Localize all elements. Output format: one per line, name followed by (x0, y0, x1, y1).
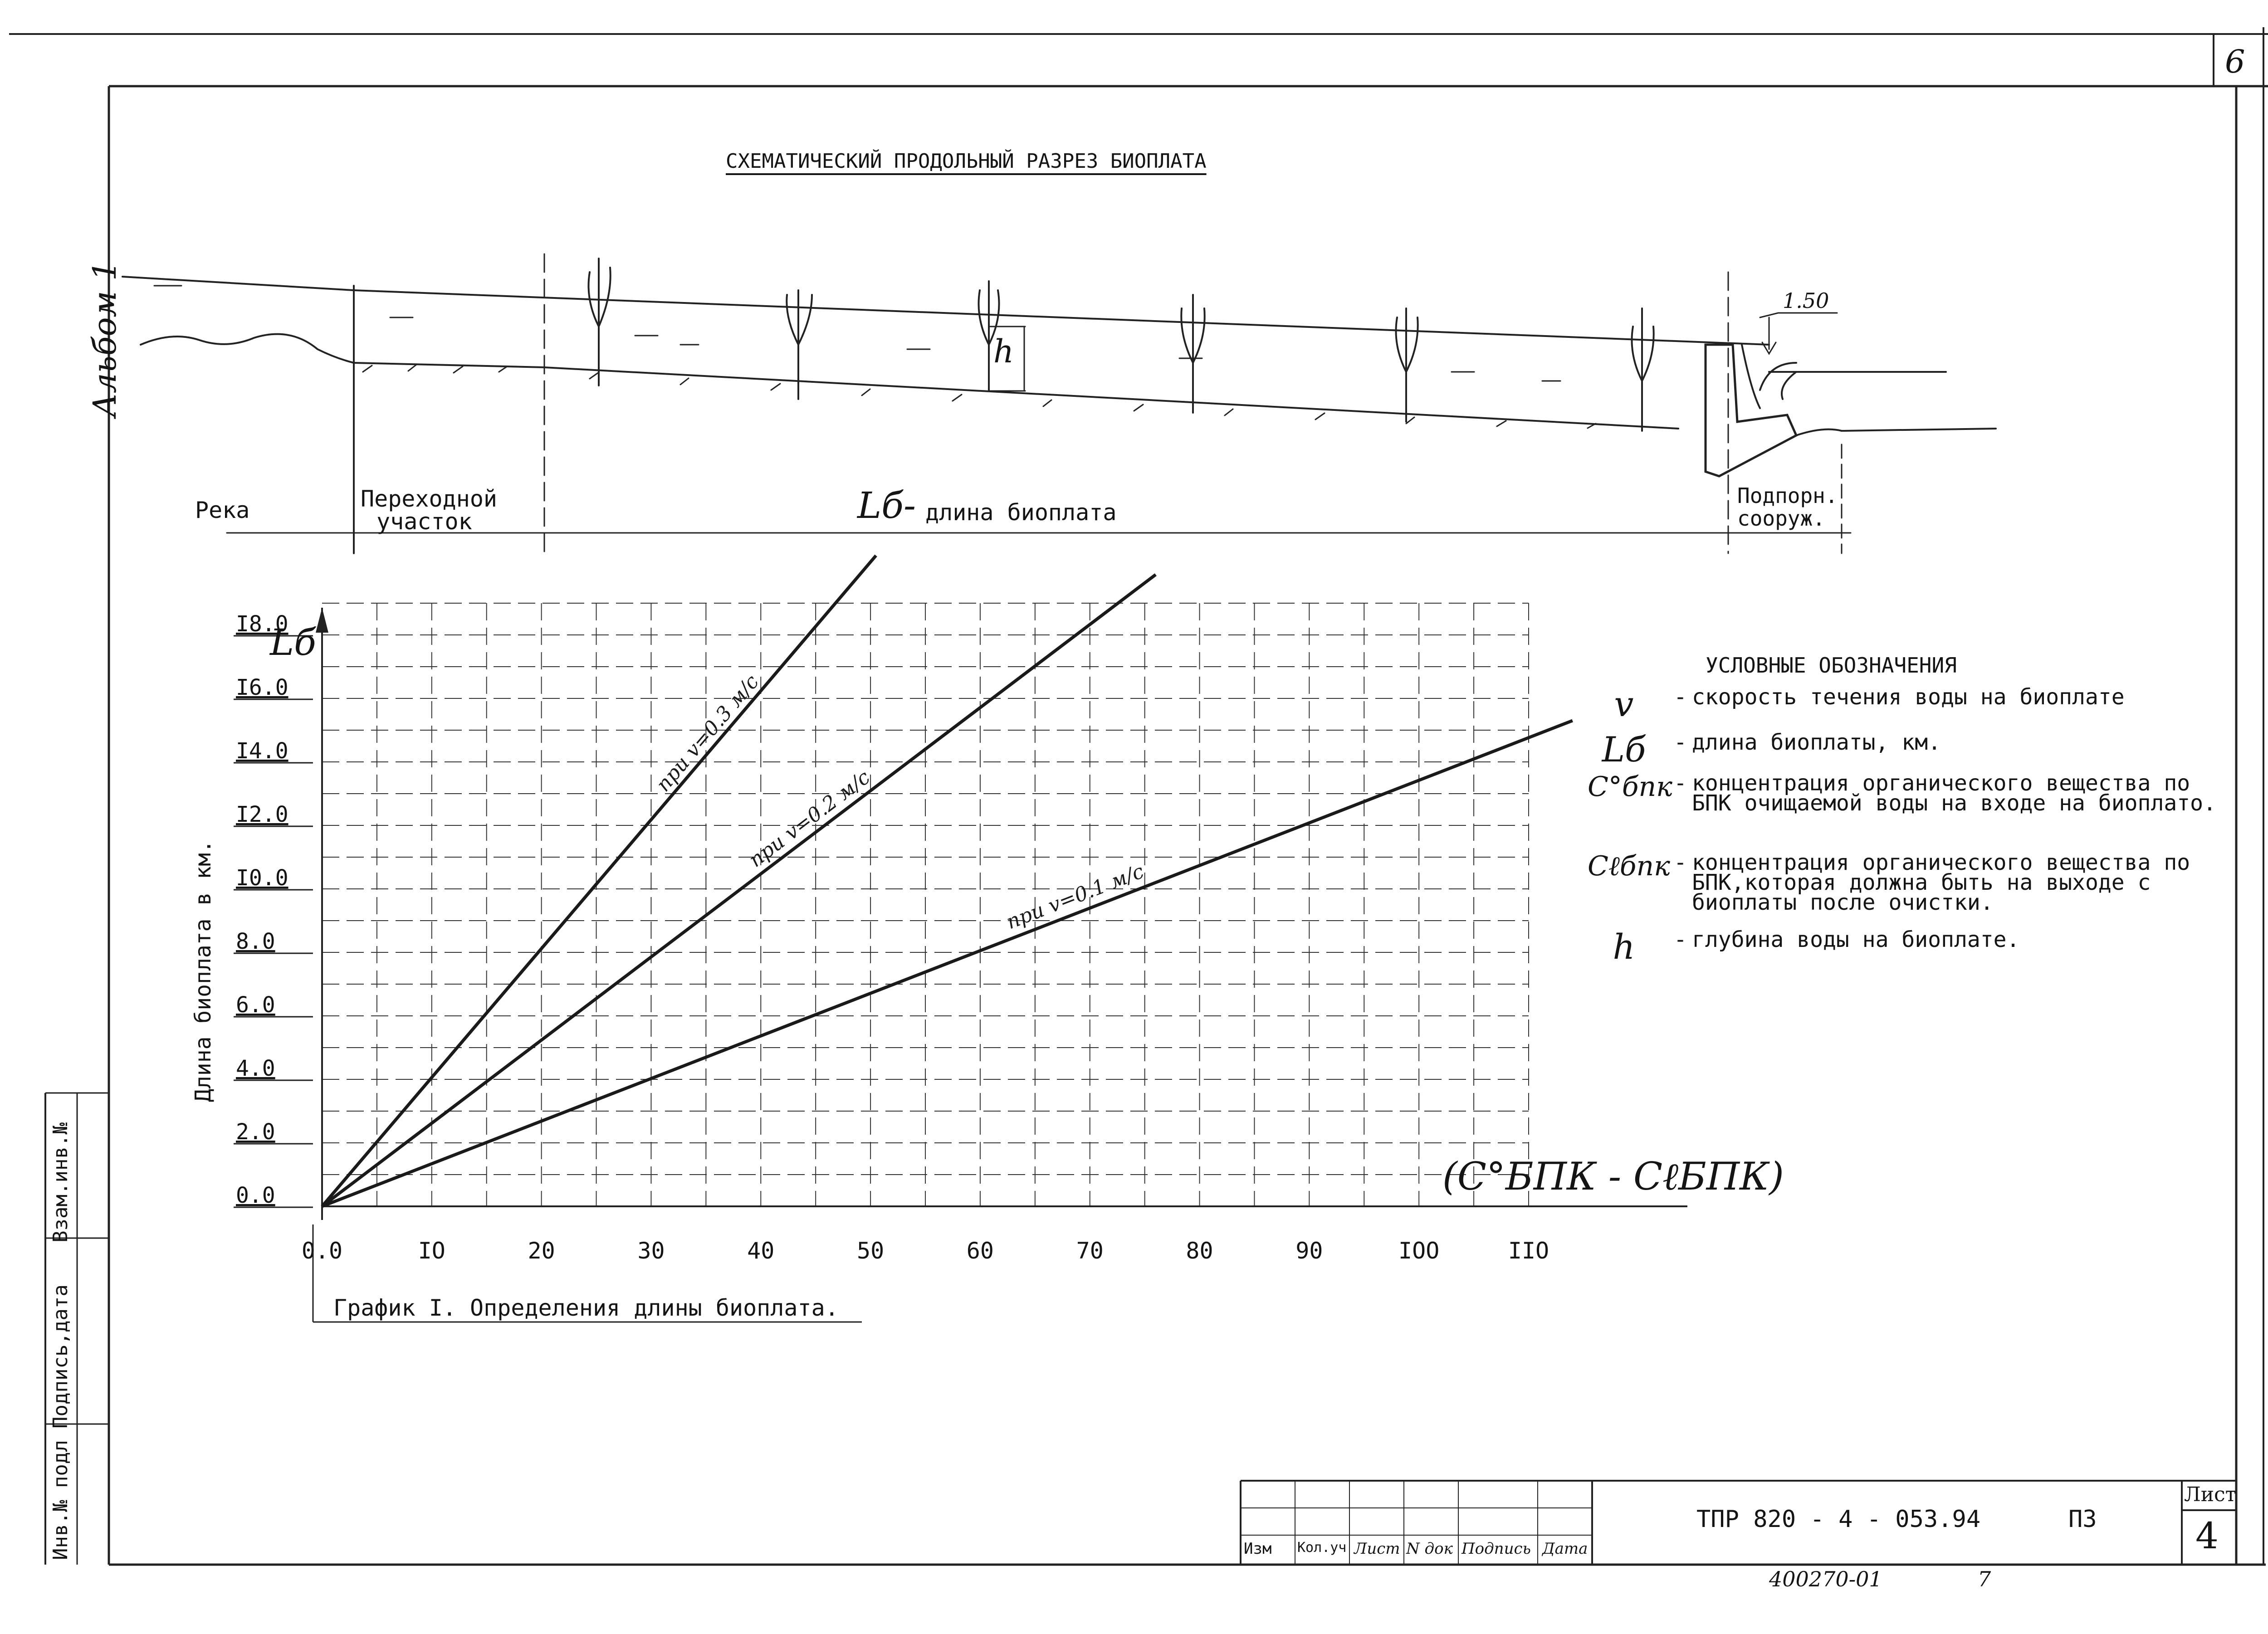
y-tick-label: I4.0 (236, 738, 288, 764)
river-label: Река (195, 497, 250, 523)
y-tick-label: I8.0 (236, 611, 288, 637)
x-tick-label: IOO (1398, 1238, 1440, 1264)
y-tick-label: I0.0 (236, 865, 288, 891)
tb-col-podpis: Подпись (1461, 1540, 1531, 1558)
x-tick-label: 90 (1295, 1238, 1323, 1264)
transition-label-2: участок (376, 508, 472, 535)
y-tick-label: 0.0 (236, 1183, 275, 1208)
x-tick-label: 0.0 (301, 1238, 343, 1264)
series-label-1: при v=0.3 м/с (651, 670, 764, 796)
level-mark: 1.50 (1783, 288, 1829, 313)
length-label: длина биоплата (925, 499, 1117, 526)
retaining-label-2: сооруж. (1737, 506, 1825, 531)
x-tick-label: 50 (856, 1238, 885, 1264)
chart-title: График I. Определения длины биоплата. (333, 1295, 839, 1321)
y-tick-label: 2.0 (236, 1119, 275, 1145)
legend-symbol: Lб (1602, 729, 1646, 770)
legend-text: скорость течения воды на биоплате (1692, 684, 2125, 710)
transition-label-1: Переходной (361, 486, 498, 512)
x-tick-label: 80 (1186, 1238, 1213, 1264)
legend-text: глубина воды на биоплате. (1692, 927, 2020, 952)
y-tick-label: I6.0 (236, 675, 288, 700)
x-tick-label: 20 (528, 1238, 555, 1264)
x-tick-label: IIO (1508, 1238, 1549, 1264)
length-symbol: Lб- (857, 484, 916, 527)
legend-text: длина биоплаты, км. (1692, 730, 1941, 755)
series-label-3: при v=0.1 м/с (1003, 859, 1147, 934)
side-stamp-replaced: Взам.инв.№ (49, 1122, 72, 1243)
tb-col-list: Лист (1354, 1540, 1400, 1558)
section-title: СХЕМАТИЧЕСКИЙ ПРОДОЛЬНЫЙ РАЗРЕЗ БИОПЛАТА (726, 150, 1207, 173)
y-axis-label: Длина биоплата в км. (191, 840, 216, 1102)
y-tick-label: I2.0 (236, 802, 288, 827)
side-stamp-signature: Подпись,дата (49, 1284, 72, 1429)
x-tick-label: 40 (747, 1238, 775, 1264)
y-tick-label: 8.0 (236, 929, 275, 954)
x-tick-label: IO (418, 1238, 445, 1264)
sheet-label: Лист (2184, 1483, 2237, 1506)
sheet-number: 4 (2195, 1515, 2219, 1557)
series-label-2: при v=0.2 м/с (744, 766, 875, 872)
album-label: Альбом 1 (86, 260, 123, 417)
x-tick-label: 30 (637, 1238, 665, 1264)
legend-text: концентрация органического вещества по БПК очищаемой воды на входе на биоплато. (1692, 771, 2216, 816)
doc-code: ТПР 820 - 4 - 053.94 (1696, 1506, 1981, 1533)
legend-symbol: v (1614, 684, 1634, 724)
legend-title: УСЛОВНЫЕ ОБОЗНАЧЕНИЯ (1706, 653, 1957, 678)
y-tick-label: 4.0 (236, 1056, 275, 1081)
y-axis-symbol: Lб (270, 621, 316, 663)
legend-symbol: Cℓбпк (1588, 850, 1670, 882)
depth-label: h (993, 333, 1014, 370)
tb-col-ndok: N док (1406, 1540, 1453, 1558)
x-tick-label: 70 (1076, 1238, 1104, 1264)
legend-text: концентрация органического вещества по БПК,которая должна быть на выходе с биоплаты после очистки. (1692, 850, 2190, 915)
tb-col-koluch: Кол.уч (1297, 1540, 1347, 1556)
x-axis-label: (C°БПК - CℓБПК) (1442, 1154, 1784, 1199)
tb-col-data: Дата (1542, 1540, 1588, 1558)
archive-suffix: 7 (1978, 1567, 1991, 1591)
retaining-label-1: Подпорн. (1737, 483, 1838, 508)
legend-symbol: C°бпк (1588, 771, 1673, 803)
y-tick-label: 6.0 (236, 992, 275, 1018)
side-stamp-inv: Инв.№ подл (49, 1440, 72, 1560)
corner-sheet-number: 6 (2225, 43, 2245, 80)
tb-col-izm: Изм (1244, 1540, 1272, 1558)
archive-number: 400270-01 (1769, 1567, 1882, 1591)
x-tick-label: 60 (966, 1238, 994, 1264)
section-code: ПЗ (2068, 1506, 2097, 1533)
legend-symbol: h (1613, 927, 1635, 967)
